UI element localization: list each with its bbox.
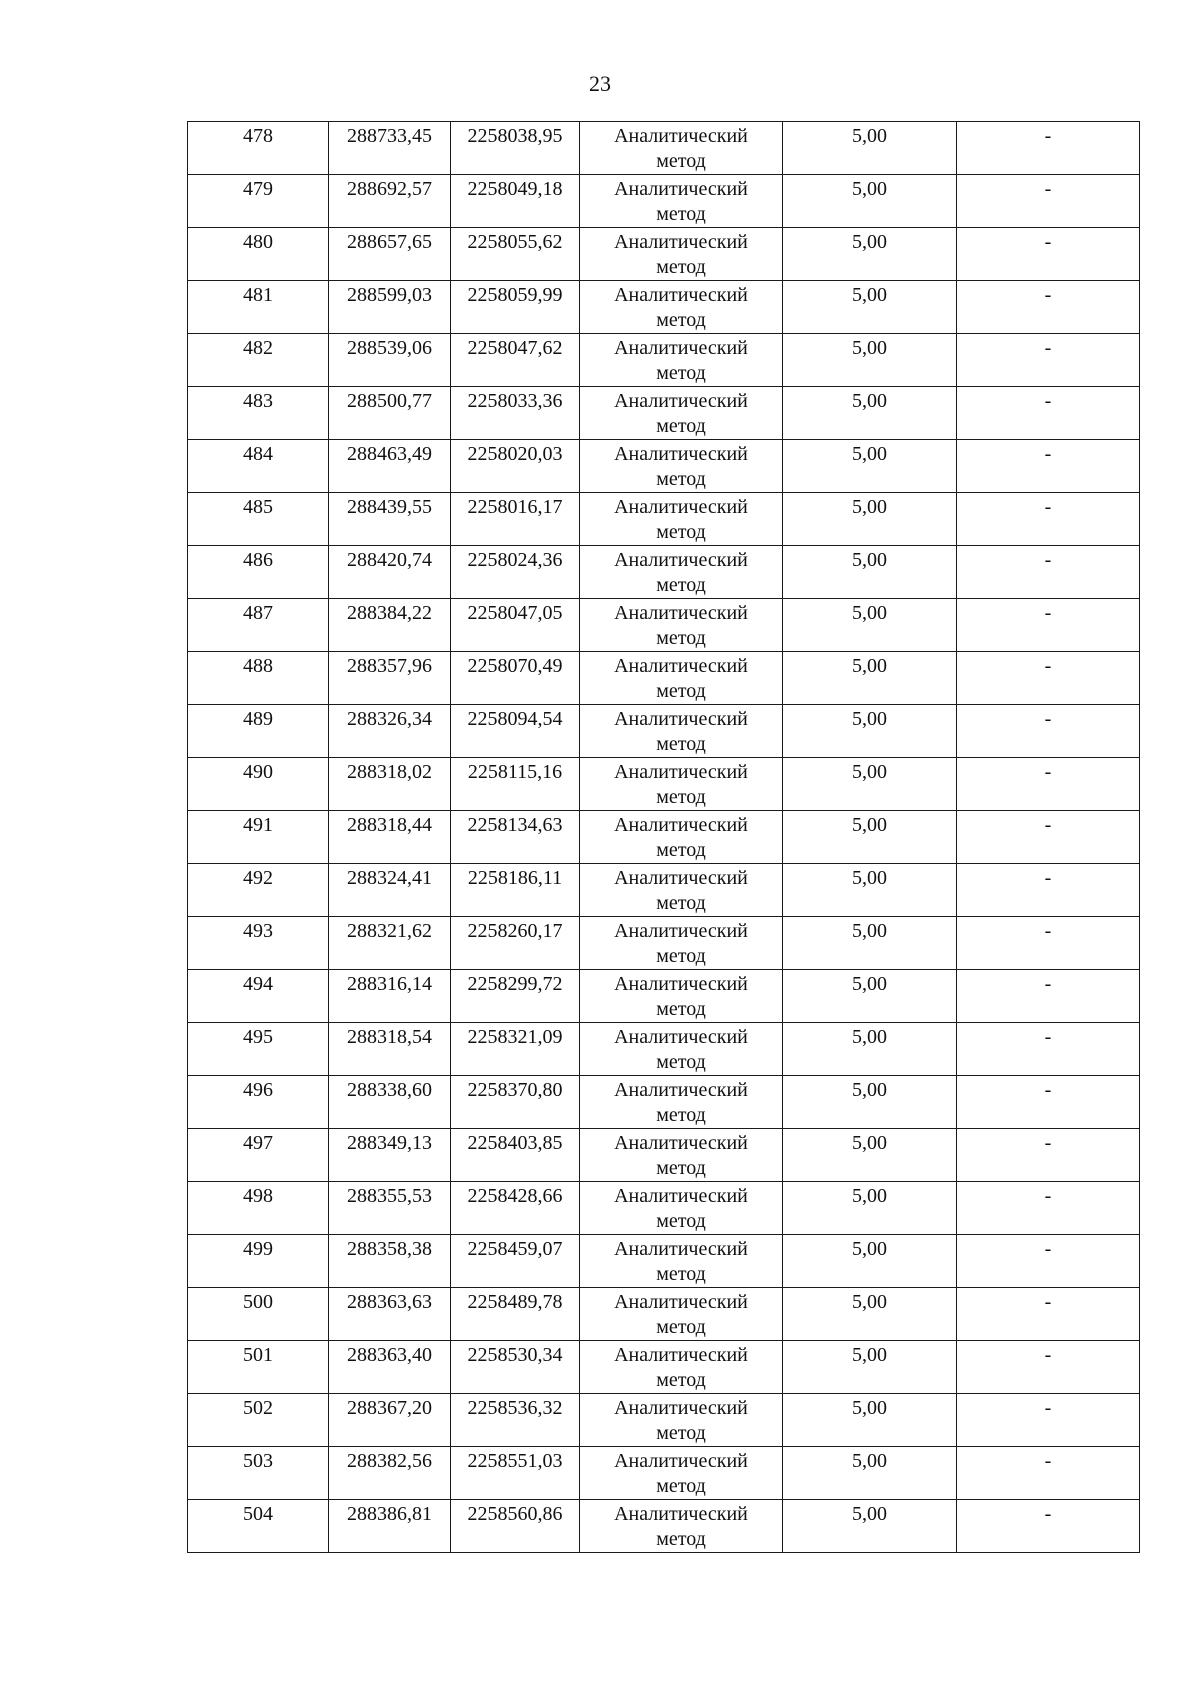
method-cell bbox=[580, 387, 783, 440]
method-text-line1: Аналитический bbox=[614, 761, 748, 783]
method-text-line1: Аналитический bbox=[614, 1185, 748, 1207]
accuracy-cell: 5,00 bbox=[783, 387, 957, 440]
method-text-line1: Аналитический bbox=[614, 1238, 748, 1260]
description-cell: - bbox=[957, 228, 1140, 281]
method-text-line1: Аналитический bbox=[614, 496, 748, 518]
method-text-line2: метод bbox=[656, 415, 706, 437]
accuracy-cell: 5,00 bbox=[783, 1288, 957, 1341]
method-text-line1: Аналитический bbox=[614, 1344, 748, 1366]
y-coordinate-cell: 2258024,36 bbox=[451, 546, 580, 599]
x-coordinate-cell: 288357,96 bbox=[329, 652, 451, 705]
method-text-line2: метод bbox=[656, 627, 706, 649]
point-number-cell: 503 bbox=[188, 1447, 329, 1500]
accuracy-cell: 5,00 bbox=[783, 122, 957, 175]
point-number-cell: 485 bbox=[188, 493, 329, 546]
point-number-cell: 496 bbox=[188, 1076, 329, 1129]
method-text-line2: метод bbox=[656, 1157, 706, 1179]
x-coordinate-cell: 288318,54 bbox=[329, 1023, 451, 1076]
method-text-line2: метод bbox=[656, 150, 706, 172]
method-text-line2: метод bbox=[656, 468, 706, 490]
method-text-line1: Аналитический bbox=[614, 1450, 748, 1472]
x-coordinate-cell: 288382,56 bbox=[329, 1447, 451, 1500]
x-coordinate-cell: 288367,20 bbox=[329, 1394, 451, 1447]
method-cell bbox=[580, 1500, 783, 1553]
description-cell: - bbox=[957, 546, 1140, 599]
point-number-cell: 487 bbox=[188, 599, 329, 652]
y-coordinate-cell: 2258115,16 bbox=[451, 758, 580, 811]
description-cell: - bbox=[957, 387, 1140, 440]
method-text-line1: Аналитический bbox=[614, 973, 748, 995]
accuracy-cell: 5,00 bbox=[783, 705, 957, 758]
y-coordinate-cell: 2258020,03 bbox=[451, 440, 580, 493]
table-body bbox=[188, 122, 1140, 1553]
method-text-line2: метод bbox=[656, 309, 706, 331]
y-coordinate-cell: 2258428,66 bbox=[451, 1182, 580, 1235]
accuracy-cell: 5,00 bbox=[783, 811, 957, 864]
table-row bbox=[188, 864, 1140, 917]
method-text-line2: метод bbox=[656, 892, 706, 914]
method-text-line1: Аналитический bbox=[614, 708, 748, 730]
accuracy-cell: 5,00 bbox=[783, 546, 957, 599]
method-text-line2: метод bbox=[656, 733, 706, 755]
point-number-cell: 504 bbox=[188, 1500, 329, 1553]
table-row bbox=[188, 652, 1140, 705]
x-coordinate-cell: 288321,62 bbox=[329, 917, 451, 970]
method-cell bbox=[580, 1447, 783, 1500]
method-cell bbox=[580, 1235, 783, 1288]
y-coordinate-cell: 2258551,03 bbox=[451, 1447, 580, 1500]
x-coordinate-cell: 288363,40 bbox=[329, 1341, 451, 1394]
method-text-line1: Аналитический bbox=[614, 1132, 748, 1154]
point-number-cell: 502 bbox=[188, 1394, 329, 1447]
method-text-line1: Аналитический bbox=[614, 443, 748, 465]
method-text-line2: метод bbox=[656, 1210, 706, 1232]
table-row bbox=[188, 705, 1140, 758]
accuracy-cell: 5,00 bbox=[783, 334, 957, 387]
accuracy-cell: 5,00 bbox=[783, 1076, 957, 1129]
table-row bbox=[188, 1394, 1140, 1447]
y-coordinate-cell: 2258047,05 bbox=[451, 599, 580, 652]
y-coordinate-cell: 2258033,36 bbox=[451, 387, 580, 440]
table-row bbox=[188, 599, 1140, 652]
point-number-cell: 494 bbox=[188, 970, 329, 1023]
description-cell: - bbox=[957, 1235, 1140, 1288]
method-text-line2: метод bbox=[656, 1369, 706, 1391]
x-coordinate-cell: 288324,41 bbox=[329, 864, 451, 917]
method-text-line1: Аналитический bbox=[614, 178, 748, 200]
y-coordinate-cell: 2258047,62 bbox=[451, 334, 580, 387]
method-cell bbox=[580, 811, 783, 864]
accuracy-cell: 5,00 bbox=[783, 228, 957, 281]
table-row bbox=[188, 122, 1140, 175]
method-text-line2: метод bbox=[656, 1475, 706, 1497]
point-number-cell: 481 bbox=[188, 281, 329, 334]
description-cell: - bbox=[957, 1394, 1140, 1447]
method-cell bbox=[580, 1076, 783, 1129]
description-cell: - bbox=[957, 175, 1140, 228]
table-row bbox=[188, 970, 1140, 1023]
table-row bbox=[188, 1129, 1140, 1182]
description-cell: - bbox=[957, 1076, 1140, 1129]
method-text-line2: метод bbox=[656, 1528, 706, 1550]
y-coordinate-cell: 2258403,85 bbox=[451, 1129, 580, 1182]
y-coordinate-cell: 2258299,72 bbox=[451, 970, 580, 1023]
method-text-line2: метод bbox=[656, 998, 706, 1020]
method-text-line2: метод bbox=[656, 1104, 706, 1126]
x-coordinate-cell: 288657,65 bbox=[329, 228, 451, 281]
method-cell bbox=[580, 1129, 783, 1182]
x-coordinate-cell: 288539,06 bbox=[329, 334, 451, 387]
description-cell: - bbox=[957, 1182, 1140, 1235]
point-number-cell: 492 bbox=[188, 864, 329, 917]
method-text-line2: метод bbox=[656, 362, 706, 384]
point-number-cell: 497 bbox=[188, 1129, 329, 1182]
x-coordinate-cell: 288318,02 bbox=[329, 758, 451, 811]
x-coordinate-cell: 288326,34 bbox=[329, 705, 451, 758]
x-coordinate-cell: 288500,77 bbox=[329, 387, 451, 440]
method-text-line2: метод bbox=[656, 839, 706, 861]
table-row bbox=[188, 1182, 1140, 1235]
description-cell: - bbox=[957, 440, 1140, 493]
method-cell bbox=[580, 1182, 783, 1235]
description-cell: - bbox=[957, 917, 1140, 970]
method-text-line2: метод bbox=[656, 1263, 706, 1285]
method-cell bbox=[580, 970, 783, 1023]
method-text-line2: метод bbox=[656, 1316, 706, 1338]
x-coordinate-cell: 288355,53 bbox=[329, 1182, 451, 1235]
point-number-cell: 500 bbox=[188, 1288, 329, 1341]
description-cell: - bbox=[957, 1447, 1140, 1500]
method-cell bbox=[580, 228, 783, 281]
y-coordinate-cell: 2258489,78 bbox=[451, 1288, 580, 1341]
point-number-cell: 479 bbox=[188, 175, 329, 228]
table-row bbox=[188, 811, 1140, 864]
method-text-line1: Аналитический bbox=[614, 390, 748, 412]
x-coordinate-cell: 288733,45 bbox=[329, 122, 451, 175]
table-row bbox=[188, 175, 1140, 228]
method-text-line2: метод bbox=[656, 203, 706, 225]
method-text-line1: Аналитический bbox=[614, 1026, 748, 1048]
y-coordinate-cell: 2258049,18 bbox=[451, 175, 580, 228]
point-number-cell: 480 bbox=[188, 228, 329, 281]
point-number-cell: 483 bbox=[188, 387, 329, 440]
point-number-cell: 501 bbox=[188, 1341, 329, 1394]
description-cell: - bbox=[957, 970, 1140, 1023]
y-coordinate-cell: 2258530,34 bbox=[451, 1341, 580, 1394]
description-cell: - bbox=[957, 1288, 1140, 1341]
accuracy-cell: 5,00 bbox=[783, 1447, 957, 1500]
x-coordinate-cell: 288463,49 bbox=[329, 440, 451, 493]
accuracy-cell: 5,00 bbox=[783, 1500, 957, 1553]
accuracy-cell: 5,00 bbox=[783, 281, 957, 334]
accuracy-cell: 5,00 bbox=[783, 175, 957, 228]
method-text-line2: метод bbox=[656, 680, 706, 702]
description-cell: - bbox=[957, 122, 1140, 175]
method-text-line1: Аналитический bbox=[614, 1291, 748, 1313]
description-cell: - bbox=[957, 281, 1140, 334]
method-text-line2: метод bbox=[656, 1051, 706, 1073]
point-number-cell: 484 bbox=[188, 440, 329, 493]
coordinates-table bbox=[187, 121, 1140, 1553]
method-cell bbox=[580, 493, 783, 546]
method-text-line1: Аналитический bbox=[614, 549, 748, 571]
x-coordinate-cell: 288363,63 bbox=[329, 1288, 451, 1341]
method-cell bbox=[580, 652, 783, 705]
description-cell: - bbox=[957, 811, 1140, 864]
accuracy-cell: 5,00 bbox=[783, 1394, 957, 1447]
table-row bbox=[188, 917, 1140, 970]
accuracy-cell: 5,00 bbox=[783, 1129, 957, 1182]
y-coordinate-cell: 2258016,17 bbox=[451, 493, 580, 546]
x-coordinate-cell: 288338,60 bbox=[329, 1076, 451, 1129]
y-coordinate-cell: 2258186,11 bbox=[451, 864, 580, 917]
table-row bbox=[188, 1341, 1140, 1394]
x-coordinate-cell: 288386,81 bbox=[329, 1500, 451, 1553]
method-text-line1: Аналитический bbox=[614, 814, 748, 836]
table-row bbox=[188, 334, 1140, 387]
method-cell bbox=[580, 758, 783, 811]
method-cell bbox=[580, 864, 783, 917]
y-coordinate-cell: 2258560,86 bbox=[451, 1500, 580, 1553]
table-row bbox=[188, 1288, 1140, 1341]
method-text-line1: Аналитический bbox=[614, 284, 748, 306]
page-number: 23 bbox=[589, 71, 611, 96]
description-cell: - bbox=[957, 599, 1140, 652]
table-row bbox=[188, 1076, 1140, 1129]
point-number-cell: 482 bbox=[188, 334, 329, 387]
point-number-cell: 486 bbox=[188, 546, 329, 599]
point-number-cell: 499 bbox=[188, 1235, 329, 1288]
method-cell bbox=[580, 917, 783, 970]
method-cell bbox=[580, 1023, 783, 1076]
accuracy-cell: 5,00 bbox=[783, 1182, 957, 1235]
method-cell bbox=[580, 334, 783, 387]
x-coordinate-cell: 288692,57 bbox=[329, 175, 451, 228]
accuracy-cell: 5,00 bbox=[783, 864, 957, 917]
x-coordinate-cell: 288316,14 bbox=[329, 970, 451, 1023]
accuracy-cell: 5,00 bbox=[783, 1235, 957, 1288]
accuracy-cell: 5,00 bbox=[783, 1341, 957, 1394]
method-cell bbox=[580, 122, 783, 175]
method-text-line2: метод bbox=[656, 256, 706, 278]
method-cell bbox=[580, 175, 783, 228]
x-coordinate-cell: 288384,22 bbox=[329, 599, 451, 652]
table-row bbox=[188, 228, 1140, 281]
method-text-line2: метод bbox=[656, 1422, 706, 1444]
y-coordinate-cell: 2258260,17 bbox=[451, 917, 580, 970]
method-text-line2: метод bbox=[656, 574, 706, 596]
method-cell bbox=[580, 1341, 783, 1394]
x-coordinate-cell: 288439,55 bbox=[329, 493, 451, 546]
accuracy-cell: 5,00 bbox=[783, 758, 957, 811]
method-text-line1: Аналитический bbox=[614, 125, 748, 147]
method-cell bbox=[580, 599, 783, 652]
point-number-cell: 498 bbox=[188, 1182, 329, 1235]
point-number-cell: 495 bbox=[188, 1023, 329, 1076]
x-coordinate-cell: 288349,13 bbox=[329, 1129, 451, 1182]
method-text-line1: Аналитический bbox=[614, 1503, 748, 1525]
method-cell bbox=[580, 440, 783, 493]
description-cell: - bbox=[957, 334, 1140, 387]
method-text-line1: Аналитический bbox=[614, 1079, 748, 1101]
point-number-cell: 493 bbox=[188, 917, 329, 970]
accuracy-cell: 5,00 bbox=[783, 970, 957, 1023]
method-text-line2: метод bbox=[656, 945, 706, 967]
table-row bbox=[188, 758, 1140, 811]
point-number-cell: 478 bbox=[188, 122, 329, 175]
method-cell bbox=[580, 281, 783, 334]
table-row bbox=[188, 440, 1140, 493]
method-text-line1: Аналитический bbox=[614, 920, 748, 942]
description-cell: - bbox=[957, 864, 1140, 917]
table-row bbox=[188, 1235, 1140, 1288]
description-cell: - bbox=[957, 758, 1140, 811]
method-cell bbox=[580, 1394, 783, 1447]
x-coordinate-cell: 288318,44 bbox=[329, 811, 451, 864]
method-cell bbox=[580, 705, 783, 758]
method-text-line1: Аналитический bbox=[614, 867, 748, 889]
method-text-line1: Аналитический bbox=[614, 231, 748, 253]
y-coordinate-cell: 2258094,54 bbox=[451, 705, 580, 758]
method-text-line2: метод bbox=[656, 786, 706, 808]
table-row bbox=[188, 1023, 1140, 1076]
table-row bbox=[188, 493, 1140, 546]
description-cell: - bbox=[957, 1023, 1140, 1076]
table-row bbox=[188, 546, 1140, 599]
description-cell: - bbox=[957, 652, 1140, 705]
accuracy-cell: 5,00 bbox=[783, 652, 957, 705]
y-coordinate-cell: 2258370,80 bbox=[451, 1076, 580, 1129]
accuracy-cell: 5,00 bbox=[783, 1023, 957, 1076]
x-coordinate-cell: 288420,74 bbox=[329, 546, 451, 599]
point-number-cell: 491 bbox=[188, 811, 329, 864]
method-text-line2: метод bbox=[656, 521, 706, 543]
method-text-line1: Аналитический bbox=[614, 602, 748, 624]
description-cell: - bbox=[957, 1341, 1140, 1394]
table-row bbox=[188, 281, 1140, 334]
table-row bbox=[188, 387, 1140, 440]
description-cell: - bbox=[957, 1129, 1140, 1182]
accuracy-cell: 5,00 bbox=[783, 917, 957, 970]
y-coordinate-cell: 2258038,95 bbox=[451, 122, 580, 175]
x-coordinate-cell: 288358,38 bbox=[329, 1235, 451, 1288]
y-coordinate-cell: 2258321,09 bbox=[451, 1023, 580, 1076]
method-text-line1: Аналитический bbox=[614, 655, 748, 677]
point-number-cell: 489 bbox=[188, 705, 329, 758]
y-coordinate-cell: 2258459,07 bbox=[451, 1235, 580, 1288]
table-row bbox=[188, 1500, 1140, 1553]
y-coordinate-cell: 2258059,99 bbox=[451, 281, 580, 334]
y-coordinate-cell: 2258536,32 bbox=[451, 1394, 580, 1447]
method-text-line1: Аналитический bbox=[614, 337, 748, 359]
table-row bbox=[188, 1447, 1140, 1500]
point-number-cell: 488 bbox=[188, 652, 329, 705]
y-coordinate-cell: 2258134,63 bbox=[451, 811, 580, 864]
description-cell: - bbox=[957, 705, 1140, 758]
description-cell: - bbox=[957, 1500, 1140, 1553]
x-coordinate-cell: 288599,03 bbox=[329, 281, 451, 334]
y-coordinate-cell: 2258055,62 bbox=[451, 228, 580, 281]
method-cell bbox=[580, 546, 783, 599]
description-cell: - bbox=[957, 493, 1140, 546]
accuracy-cell: 5,00 bbox=[783, 440, 957, 493]
accuracy-cell: 5,00 bbox=[783, 599, 957, 652]
point-number-cell: 490 bbox=[188, 758, 329, 811]
y-coordinate-cell: 2258070,49 bbox=[451, 652, 580, 705]
method-cell bbox=[580, 1288, 783, 1341]
method-text-line1: Аналитический bbox=[614, 1397, 748, 1419]
accuracy-cell: 5,00 bbox=[783, 493, 957, 546]
